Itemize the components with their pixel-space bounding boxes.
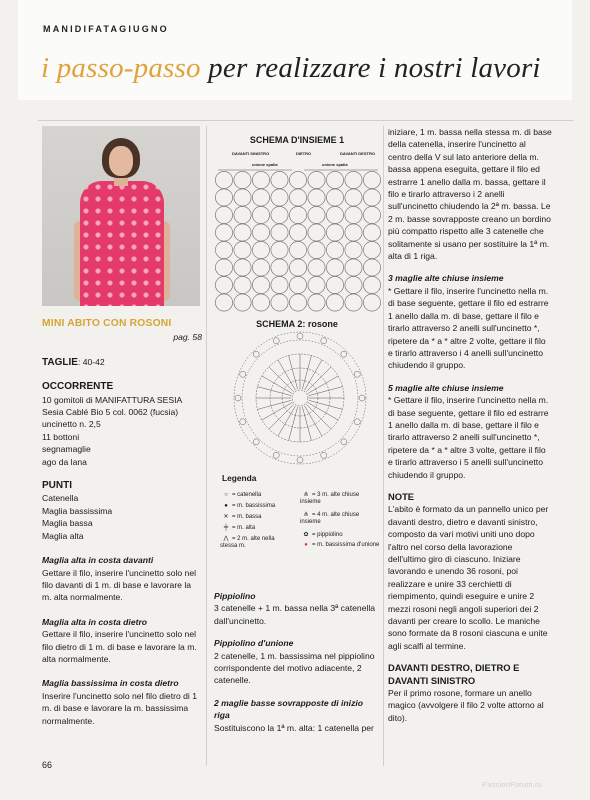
motif-circle bbox=[326, 241, 343, 258]
technique-title: Pippiolino bbox=[214, 591, 256, 601]
pattern-title: MINI ABITO CON ROSONI bbox=[42, 318, 172, 329]
page-number: 66 bbox=[42, 760, 53, 770]
motif-circle bbox=[234, 206, 251, 223]
continuation-text: iniziare, 1 m. bassa nella stessa m. di base della catenella, inserire l'uncinetto al centro della V sul lato anteriore della m. bassa appena eseguita, gettare il filo ed estrarre 1 anello dalla m. bassa, gettare il filo e tirarlo attraverso i 2 anelli sull'uncinetto chiudendo la 2ª m. bassa. Le 2 m. basse sovrapposte creano un bordino più compatto rispetto alle 3 catenelle che solitamente si usano per sostituire la 1ª m. alta di 1 riga. bbox=[388, 127, 552, 262]
motif-circle bbox=[326, 276, 343, 293]
sizes-value: : 40-42 bbox=[77, 356, 105, 367]
shoulder-label: unione spalla bbox=[322, 162, 348, 167]
motif-circle bbox=[363, 189, 380, 206]
rosette-picot bbox=[253, 351, 259, 357]
motif-circle bbox=[215, 206, 232, 223]
note-text: L'abito è formato da un pannello unico per davanti destro, dietro e davanti sinistro, composto da vari motivi uniti uno dopo l'altro nel corso della lavorazione dell'ultimo giro di ciascuno. Iniziare lavorando e unendo 36 rosoni, poi realizzare e unire 33 cerchietti di riempimento, quindi eseguire e unire 2 mezzi rosoni negli angoli superiori dei 2 davanti per creare lo scollo. Le maniche sono formate da 8 rosoni ciascuna e unite agli scalfi al termine. bbox=[388, 504, 549, 651]
legend-item bbox=[220, 503, 275, 510]
rosette-picot bbox=[321, 338, 327, 344]
rosette-picot bbox=[321, 452, 327, 458]
material-item: 11 bottoni bbox=[42, 431, 80, 442]
technique-text: 2 catenelle, 1 m. bassissima nel pippiolino corrispondente del motivo adiacente, 2 catenelle. bbox=[214, 650, 375, 686]
pattern-column-1 bbox=[42, 318, 202, 727]
rosette-spoke bbox=[257, 400, 291, 409]
technique-text: Gettare il filo, inserire l'uncinetto solo nel filo davanti di 1 m. di base e lavorare la m. alta normalmente. bbox=[42, 567, 197, 603]
motif-circle bbox=[308, 241, 325, 258]
motif-circle bbox=[345, 241, 362, 258]
legend-label: = 3 m. alte chiuse insieme bbox=[300, 492, 360, 505]
technique-title: Maglia bassissima in costa dietro bbox=[42, 678, 179, 689]
front-back-heading: DAVANTI DESTRO, DIETRO E DAVANTI SINISTRO bbox=[388, 662, 520, 686]
motif-circle bbox=[252, 224, 269, 241]
motif-circle bbox=[252, 276, 269, 293]
motif-circle bbox=[363, 241, 380, 258]
scheme-2-rosette-diagram bbox=[220, 330, 380, 470]
rosette-picot bbox=[359, 395, 365, 401]
rosette-picot bbox=[341, 351, 347, 357]
motif-circle bbox=[363, 206, 380, 223]
slip-stitch-icon: ● bbox=[224, 503, 228, 509]
rosette-spoke bbox=[289, 355, 298, 389]
motif-circle bbox=[363, 294, 380, 311]
technique-text: Inserire l'uncinetto solo nel filo dietro di 1 m. di base e lavorare la m. bassissima normalmente. bbox=[42, 690, 197, 726]
rosette-picot bbox=[240, 419, 246, 425]
pattern-column-3 bbox=[388, 126, 552, 724]
motif-circle bbox=[363, 171, 380, 188]
stitch-item: Maglia bassa bbox=[42, 518, 93, 529]
pattern-column-2 bbox=[214, 590, 380, 734]
legend-label: = pippiolino bbox=[312, 532, 343, 538]
sizes bbox=[42, 356, 202, 369]
rosette-picot bbox=[354, 371, 360, 377]
motif-circle bbox=[215, 171, 232, 188]
material-item: 10 gomitoli di MANIFATTURA SESIA bbox=[42, 394, 183, 405]
motif-circle bbox=[363, 224, 380, 241]
motif-circle bbox=[326, 189, 343, 206]
rosette-spoke bbox=[306, 367, 331, 392]
rosette-spoke bbox=[305, 360, 323, 390]
legend-title: Legenda bbox=[222, 473, 257, 483]
motif-circle bbox=[271, 224, 288, 241]
rosette-picot bbox=[341, 439, 347, 445]
rosette-picot bbox=[273, 452, 279, 458]
technique-text: Sostituiscono la 1ª m. alta: 1 catenella per bbox=[214, 722, 374, 733]
photo-face bbox=[109, 146, 133, 176]
motif-circle bbox=[345, 224, 362, 241]
rosette-spoke bbox=[309, 387, 343, 396]
motif-circle bbox=[271, 259, 288, 276]
rosette-ring bbox=[234, 332, 366, 464]
header-band bbox=[18, 0, 572, 100]
legend-item bbox=[300, 512, 380, 526]
motif-circle bbox=[215, 294, 232, 311]
motif-circle bbox=[215, 241, 232, 258]
legend-item bbox=[300, 492, 380, 506]
stitches-heading: PUNTI bbox=[42, 480, 72, 492]
motif-circle bbox=[326, 259, 343, 276]
motif-circle bbox=[234, 224, 251, 241]
motif-circle bbox=[308, 294, 325, 311]
motif-circle bbox=[308, 171, 325, 188]
motif-circle bbox=[345, 276, 362, 293]
legend-label: = m. bassa bbox=[232, 514, 262, 520]
material-item: uncinetto n. 2,5 bbox=[42, 419, 101, 430]
shoulder-label: unione spalla bbox=[252, 162, 278, 167]
column-divider bbox=[383, 126, 384, 766]
scheme-2-title: SCHEMA 2: rosone bbox=[256, 319, 338, 329]
technique-title: 5 maglie alte chiuse insieme bbox=[388, 382, 504, 393]
motif-circle bbox=[363, 259, 380, 276]
join-slip-stitch-icon: ● bbox=[304, 542, 308, 548]
motif-circle bbox=[271, 206, 288, 223]
header-divider bbox=[38, 120, 573, 121]
motif-circle bbox=[252, 241, 269, 258]
motif-circle bbox=[345, 206, 362, 223]
technique-title: Pippiolino d'unione bbox=[214, 638, 294, 649]
motif-circle bbox=[271, 241, 288, 258]
headline-accent: i passo-passo bbox=[41, 52, 201, 84]
stitch-item: Maglia bassissima bbox=[42, 505, 113, 516]
motif-circle bbox=[234, 276, 251, 293]
watermark: PassionForum.ru bbox=[482, 780, 543, 789]
front-right-label: DAVANTI DESTRO bbox=[340, 151, 375, 156]
technique-title: Maglia alta in costa dietro bbox=[42, 616, 148, 627]
model-photo bbox=[42, 126, 200, 306]
motif-circle bbox=[289, 189, 306, 206]
page-headline bbox=[41, 52, 541, 85]
motif-circle bbox=[345, 171, 362, 188]
rosette-picot bbox=[354, 419, 360, 425]
motif-circle bbox=[234, 294, 251, 311]
rosette-picot bbox=[253, 439, 259, 445]
legend-label: = 2 m. alte nella stessa m. bbox=[220, 536, 275, 549]
motif-circle bbox=[289, 259, 306, 276]
motif-circle bbox=[252, 171, 269, 188]
cluster-3-icon: ⋔ bbox=[303, 492, 309, 498]
motif-circle bbox=[308, 206, 325, 223]
motif-circle bbox=[234, 241, 251, 258]
motif-circle bbox=[234, 171, 251, 188]
legend bbox=[214, 490, 382, 566]
scheme-1-diagram bbox=[214, 168, 382, 312]
motif-circle bbox=[215, 276, 232, 293]
rosette-picot bbox=[240, 371, 246, 377]
rosette-picot bbox=[235, 395, 241, 401]
legend-label: = m. bassissima bbox=[232, 503, 276, 509]
motif-circle bbox=[308, 276, 325, 293]
material-item: ago da lana bbox=[42, 456, 87, 467]
motif-circle bbox=[215, 189, 232, 206]
motif-circle bbox=[234, 259, 251, 276]
technique-text: Gettare il filo, inserire l'uncinetto solo nel filo dietro di 1 m. di base e lavorare la m. alta normalmente. bbox=[42, 629, 197, 664]
legend-label: = m. bassissima d'unione bbox=[312, 542, 380, 548]
rosette-spoke bbox=[262, 403, 292, 421]
motif-circle bbox=[234, 189, 251, 206]
rosette-spoke bbox=[309, 400, 343, 409]
motif-circle bbox=[289, 241, 306, 258]
chain-icon: ○ bbox=[224, 492, 228, 498]
rosette-picot bbox=[297, 457, 303, 463]
legend-item bbox=[220, 492, 261, 499]
picot-icon: ✿ bbox=[303, 532, 309, 538]
materials-heading: OCCORRENTE bbox=[42, 381, 114, 393]
rosette-spoke bbox=[269, 367, 294, 392]
motif-circle bbox=[215, 259, 232, 276]
motif-circle bbox=[326, 294, 343, 311]
front-back-text: Per il primo rosone, formare un anello magico (avvolgere il filo 2 volte attorno al dito). bbox=[388, 688, 544, 723]
motif-circle bbox=[308, 224, 325, 241]
motif-circle bbox=[326, 224, 343, 241]
motif-circle bbox=[363, 276, 380, 293]
legend-label: = m. alta bbox=[232, 525, 256, 531]
double-crochet-icon: ╪ bbox=[223, 525, 229, 531]
motif-circle bbox=[252, 294, 269, 311]
stitch-item: Maglia alta bbox=[42, 530, 84, 541]
front-left-label: DAVANTI SINISTRO bbox=[232, 151, 270, 156]
motif-circle bbox=[289, 206, 306, 223]
increase-icon: ⋀ bbox=[223, 536, 229, 542]
legend-label: = catenella bbox=[232, 492, 262, 498]
rosette-spoke bbox=[257, 387, 291, 396]
motif-circle bbox=[215, 224, 232, 241]
cluster-4-icon: ⋔ bbox=[303, 512, 309, 518]
rosette-picot bbox=[273, 338, 279, 344]
legend-item bbox=[220, 514, 262, 521]
column-divider bbox=[206, 126, 207, 766]
legend-item bbox=[300, 542, 380, 549]
headline-rest: per realizzare i nostri lavori bbox=[200, 52, 541, 84]
technique-title: Maglia alta in costa davanti bbox=[42, 555, 154, 566]
rosette-picot bbox=[297, 333, 303, 339]
motif-circle bbox=[326, 206, 343, 223]
motif-circle bbox=[308, 189, 325, 206]
motif-circle bbox=[252, 189, 269, 206]
technique-text: 3 catenelle + 1 m. bassa nella 3ª catenella dall'uncinetto. bbox=[214, 603, 376, 626]
scheme-1-title: SCHEMA D'INSIEME 1 bbox=[249, 135, 345, 145]
stitch-item: Catenella bbox=[42, 493, 79, 504]
motif-circle bbox=[271, 171, 288, 188]
photo-dress bbox=[80, 181, 164, 306]
technique-text: * Gettare il filo, inserire l'uncinetto nella m. di base seguente, gettare il filo ed estrarre 1 anello dalla m. di base, gettare il filo e tirarlo attraverso 2 anelli sull'uncinetto *, ripetere da * a * altre 3 volte, gettare il filo e tirarlo attraverso i 5 anelli sull'uncinetto chiudendo il gruppo. bbox=[388, 395, 549, 480]
motif-circle bbox=[271, 294, 288, 311]
rosette-spoke bbox=[302, 355, 311, 389]
magazine-issue-label: MANIDIFATAGIUGNO bbox=[43, 24, 169, 34]
motif-circle bbox=[252, 206, 269, 223]
legend-item bbox=[220, 525, 255, 532]
motif-circle bbox=[289, 294, 306, 311]
motif-circle bbox=[345, 294, 362, 311]
motif-circle bbox=[345, 189, 362, 206]
back-label: DIETRO bbox=[296, 151, 312, 156]
rosette-spoke bbox=[289, 407, 298, 441]
rosette-spoke bbox=[302, 407, 311, 441]
motif-circle bbox=[289, 224, 306, 241]
technique-text: * Gettare il filo, inserire l'uncinetto nella m. di base seguente, gettare il filo ed estrarre 1 anello dalla m. di base, gettare il filo e tirarlo attraverso 2 anelli sull'uncinetto *, ripetere da * a * altre 2 volte, gettare il filo e tirarlo attraverso i 4 anelli sull'uncinetto chiudendo il gruppo. bbox=[388, 285, 549, 371]
motif-circle bbox=[289, 276, 306, 293]
legend-item bbox=[300, 532, 343, 539]
motif-circle bbox=[271, 276, 288, 293]
legend-label: = 4 m. alte chiuse insieme bbox=[300, 512, 360, 525]
sizes-label: TAGLIE bbox=[42, 356, 78, 368]
motif-circle bbox=[252, 259, 269, 276]
motif-circle bbox=[271, 189, 288, 206]
motif-circle bbox=[345, 259, 362, 276]
note-heading: NOTE bbox=[388, 490, 415, 502]
material-item: Sesia Cablé Bio 5 col. 0062 (fucsia) bbox=[42, 407, 179, 418]
technique-title: 3 maglie alte chiuse insieme bbox=[388, 273, 504, 284]
motif-circle bbox=[289, 171, 306, 188]
legend-item bbox=[220, 536, 290, 550]
rosette-spoke bbox=[269, 404, 294, 429]
motif-circle bbox=[308, 259, 325, 276]
material-item: segnamaglie bbox=[42, 444, 91, 455]
single-crochet-icon: ✕ bbox=[223, 514, 229, 520]
rosette-ring bbox=[292, 390, 308, 406]
technique-title: 2 maglie basse sovrapposte di inizio riga bbox=[214, 697, 364, 721]
page-reference: pag. 58 bbox=[173, 332, 202, 343]
rosette-spoke bbox=[306, 404, 331, 429]
motif-circle bbox=[326, 171, 343, 188]
